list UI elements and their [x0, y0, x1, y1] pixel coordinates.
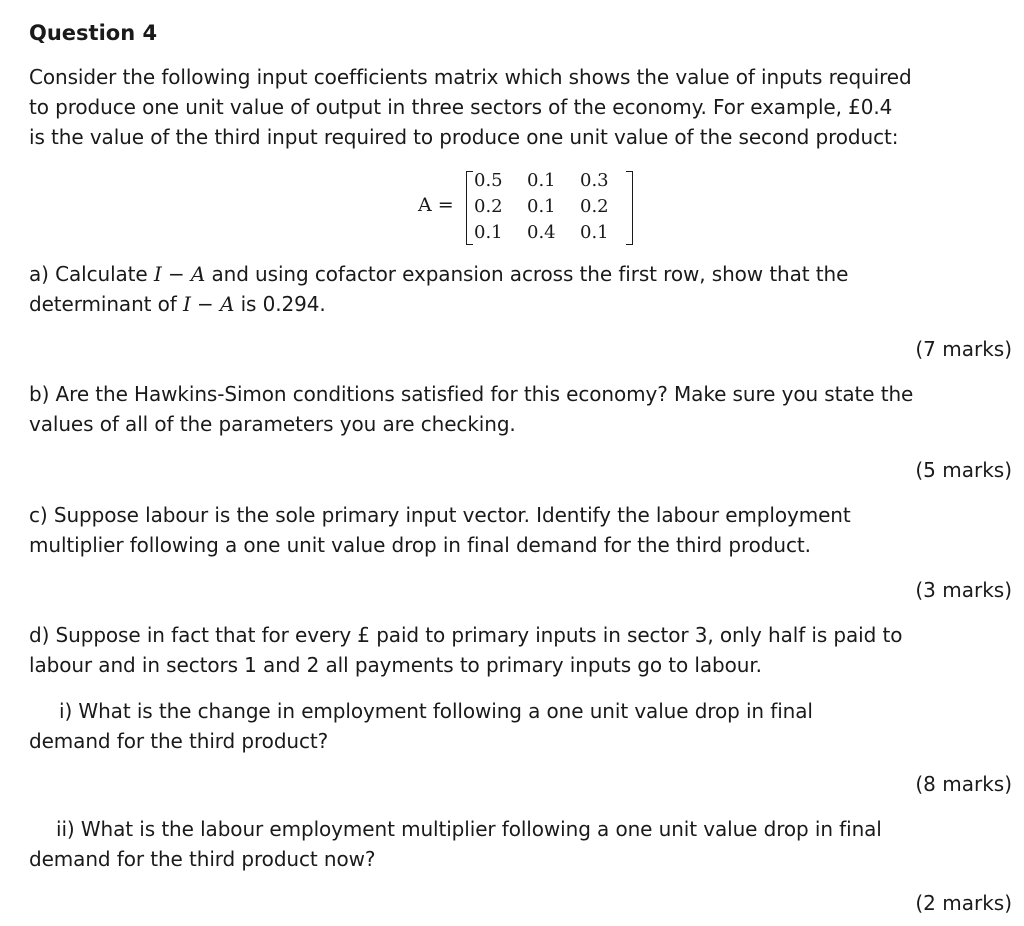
matrix-cell: 0.2 — [580, 196, 609, 217]
part-c-line-1: c) Suppose labour is the sole primary input vector. Identify the labour employment — [29, 503, 851, 527]
part-a-middle: and using cofactor expansion across the first row, show that the — [205, 262, 849, 286]
matrix-right-bracket — [626, 171, 633, 245]
part-d-i-marks: (8 marks) — [915, 772, 1012, 796]
part-a-line-1 — [29, 262, 848, 286]
question-title: Question 4 — [29, 21, 158, 45]
part-c-marks: (3 marks) — [915, 578, 1012, 602]
matrix-cell: 0.1 — [527, 170, 556, 191]
part-a-line-2 — [29, 292, 326, 316]
part-a-expression: I − A — [153, 262, 206, 286]
part-d-line-2: labour and in sectors 1 and 2 all payments to primary inputs go to labour. — [29, 653, 762, 677]
part-a-marks: (7 marks) — [915, 337, 1012, 361]
matrix-label: A = — [418, 194, 454, 216]
part-a-prefix: a) Calculate — [29, 262, 154, 286]
part-d-ii-line-2: demand for the third product now? — [29, 847, 376, 871]
part-a-line2-suffix: is 0.294. — [234, 292, 326, 316]
part-a-expression-2: I − A — [183, 292, 235, 316]
part-b-marks: (5 marks) — [915, 458, 1012, 482]
part-b-line-2: values of all of the parameters you are checking. — [29, 412, 516, 436]
part-d-ii-marks: (2 marks) — [915, 891, 1012, 915]
part-d-line-1: d) Suppose in fact that for every £ paid to primary inputs in sector 3, only half is paid to — [29, 623, 903, 647]
part-d-ii-line-1: ii) What is the labour employment multiplier following a one unit value drop in final — [56, 817, 882, 841]
matrix-cell: 0.1 — [580, 222, 609, 243]
matrix-cell: 0.5 — [474, 170, 503, 191]
part-a-line2-prefix: determinant of — [29, 292, 183, 316]
part-b-line-1: b) Are the Hawkins-Simon conditions satisfied for this economy? Make sure you state the — [29, 382, 914, 406]
matrix-left-bracket — [466, 171, 473, 245]
part-c-line-2: multiplier following a one unit value drop in final demand for the third product. — [29, 533, 811, 557]
intro-line-1: Consider the following input coefficients matrix which shows the value of inputs required — [29, 65, 912, 89]
matrix-cell: 0.1 — [474, 222, 503, 243]
part-d-i-line-2: demand for the third product? — [29, 729, 329, 753]
matrix-cell: 0.1 — [527, 196, 556, 217]
intro-line-2: to produce one unit value of output in three sectors of the economy. For example, £0.4 — [29, 95, 893, 119]
matrix-cell: 0.2 — [474, 196, 503, 217]
part-d-i-line-1: i) What is the change in employment following a one unit value drop in final — [59, 699, 813, 723]
intro-line-3: is the value of the third input required to produce one unit value of the second product: — [29, 125, 899, 149]
matrix-cell: 0.3 — [580, 170, 609, 191]
matrix-cell: 0.4 — [527, 222, 556, 243]
